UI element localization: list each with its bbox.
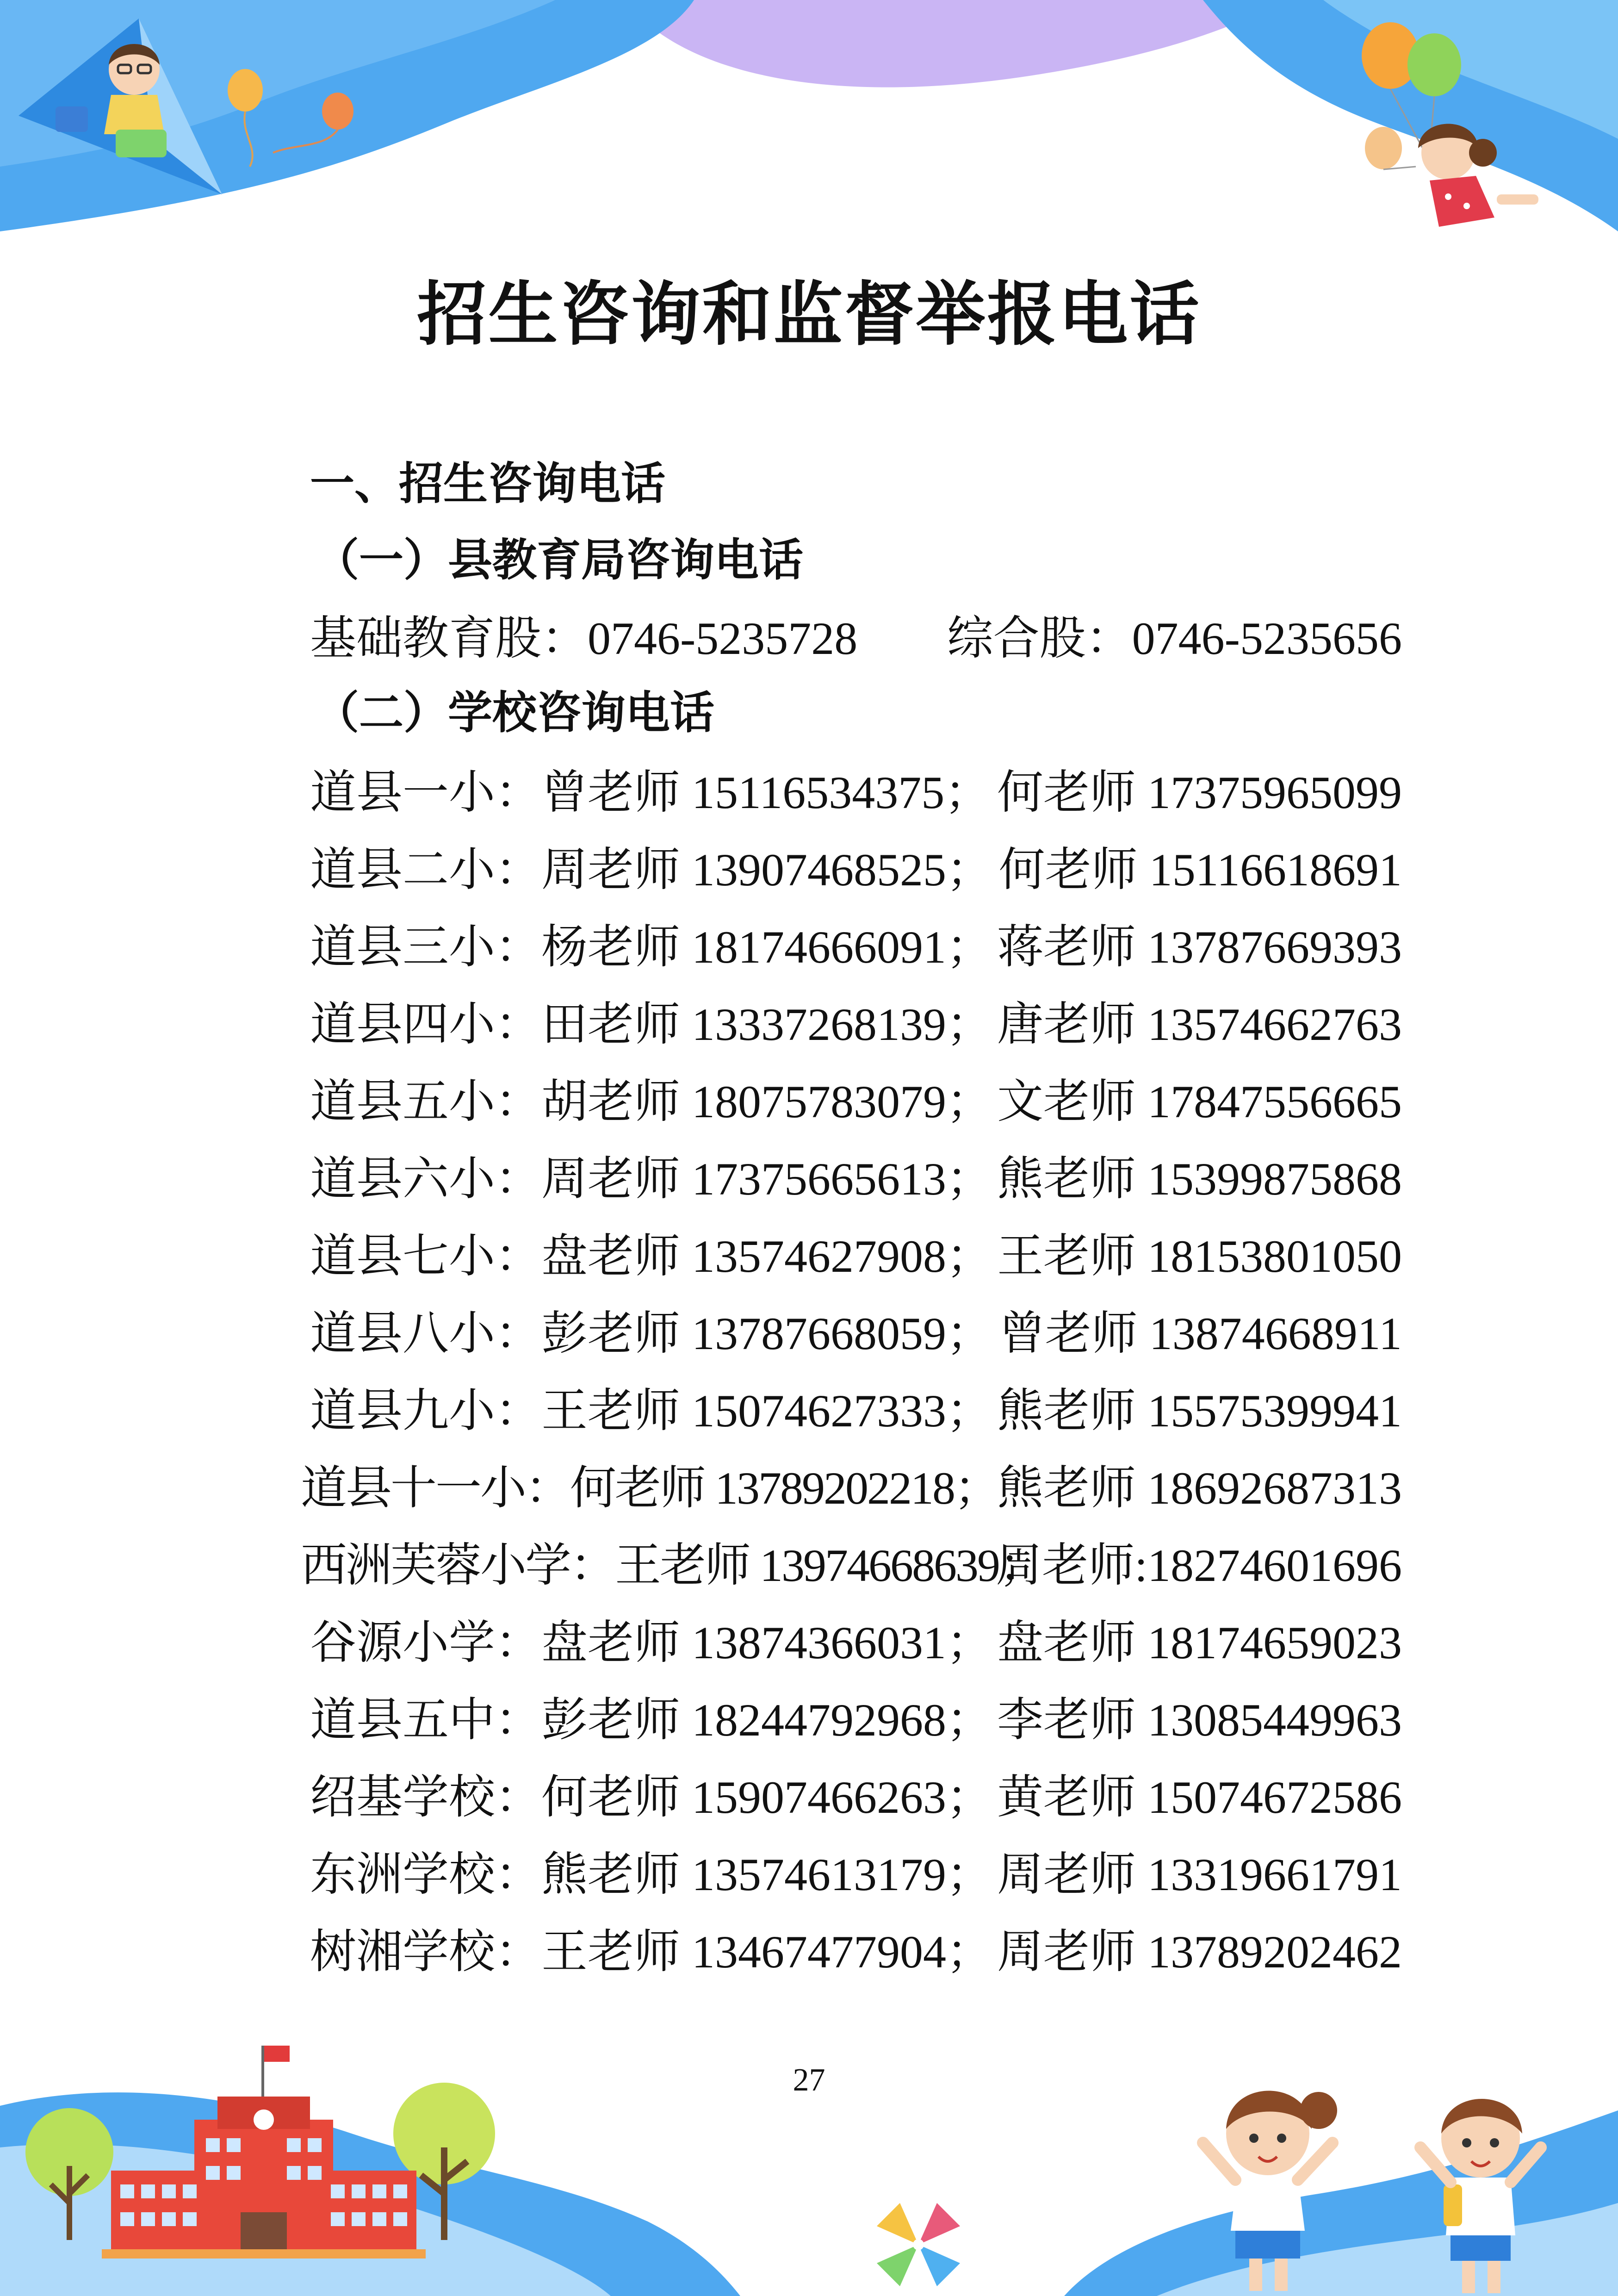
school-contact-secondary: 熊老师 15575399941 — [997, 1385, 1402, 1437]
school-contact-primary: 道县四小：田老师 13337268139； — [310, 999, 992, 1050]
school-contact-row — [310, 1767, 1402, 1828]
school-contact-row — [310, 1381, 1402, 1441]
school-contact-row — [301, 1536, 1402, 1596]
school-contact-secondary: 熊老师 18692687313 — [997, 1462, 1402, 1514]
school-contact-secondary: 蒋老师 13787669393 — [997, 921, 1402, 973]
pinwheel-icon — [877, 2203, 960, 2286]
school-contact-primary: 道县十一小：何老师 13789202218； — [301, 1462, 999, 1514]
school-contact-secondary: 曾老师 13874668911 — [998, 1308, 1402, 1359]
school-contact-row — [310, 840, 1402, 900]
school-contact-row — [301, 1458, 1402, 1518]
school-contact-row — [310, 1922, 1402, 1982]
bureau-general-office-phone: 综合股：0746-5235656 — [947, 613, 1402, 664]
school-contact-primary: 道县七小：盘老师 13574627908； — [310, 1231, 992, 1282]
school-contact-primary: 西洲芙蓉小学：王老师 13974668639； — [301, 1540, 1044, 1591]
school-contact-secondary: 周老师 13789202462 — [997, 1926, 1402, 1978]
school-contact-row — [310, 1304, 1402, 1364]
school-contact-primary: 道县九小：王老师 15074627333； — [310, 1385, 992, 1437]
school-contact-row — [310, 1690, 1402, 1750]
school-contact-primary: 绍基学校：何老师 15907466263； — [310, 1772, 992, 1823]
school-contact-primary: 东洲学校：熊老师 13574613179； — [310, 1849, 992, 1900]
school-contact-primary: 道县二小：周老师 13907468525； — [310, 844, 992, 896]
top-decoration — [0, 0, 1618, 259]
school-contact-row — [310, 917, 1402, 977]
school-contact-secondary: 文老师 17847556665 — [997, 1076, 1402, 1127]
top-purple-wave — [625, 0, 1286, 87]
school-contact-primary: 道县六小：周老师 17375665613； — [310, 1153, 992, 1205]
subsection-heading-bureau: （一）县教育局咨询电话 — [315, 534, 803, 586]
school-contact-secondary: 周老师 13319661791 — [997, 1849, 1402, 1900]
school-contact-primary: 道县三小：杨老师 18174666091； — [310, 921, 992, 973]
school-contact-primary: 道县五小：胡老师 18075783079； — [310, 1076, 992, 1127]
school-contact-secondary: 何老师 15116618691 — [998, 844, 1402, 896]
school-contact-secondary: 何老师 17375965099 — [997, 767, 1402, 818]
school-contact-primary: 道县八小：彭老师 13787668059； — [310, 1308, 992, 1359]
school-contact-secondary: 黄老师 15074672586 — [997, 1772, 1402, 1823]
school-contact-secondary: 周老师:18274601696 — [996, 1540, 1402, 1591]
page-number: 27 — [793, 2062, 825, 2098]
school-contact-row — [310, 995, 1402, 1055]
page-title: 招生咨询和监督举报电话 — [417, 274, 1201, 355]
school-contact-primary: 道县五中：彭老师 18244792968； — [310, 1694, 992, 1746]
school-contact-primary: 道县一小：曾老师 15116534375； — [310, 767, 991, 818]
school-contact-secondary: 李老师 13085449963 — [997, 1694, 1402, 1746]
school-contact-secondary: 熊老师 15399875868 — [997, 1153, 1402, 1205]
school-contact-row — [310, 1613, 1402, 1673]
school-contact-secondary: 盘老师 18174659023 — [997, 1617, 1402, 1668]
school-contact-secondary: 唐老师 13574662763 — [997, 999, 1402, 1050]
school-contact-secondary: 王老师 18153801050 — [997, 1231, 1402, 1282]
school-contact-primary: 谷源小学：盘老师 13874366031； — [310, 1617, 992, 1668]
school-contact-row — [310, 1072, 1402, 1132]
school-contact-primary: 树湘学校：王老师 13467477904； — [310, 1926, 992, 1978]
section-heading-consultation: 一、招生咨询电话 — [310, 458, 665, 510]
school-contact-row — [310, 763, 1402, 823]
school-contact-row — [310, 1149, 1402, 1209]
subsection-heading-schools: （二）学校咨询电话 — [315, 687, 714, 739]
bureau-contact-row — [310, 609, 1402, 669]
bureau-basic-education-phone: 基础教育股：0746-5235728 — [310, 613, 858, 664]
school-contact-row — [310, 1226, 1402, 1287]
school-contact-row — [310, 1845, 1402, 1905]
